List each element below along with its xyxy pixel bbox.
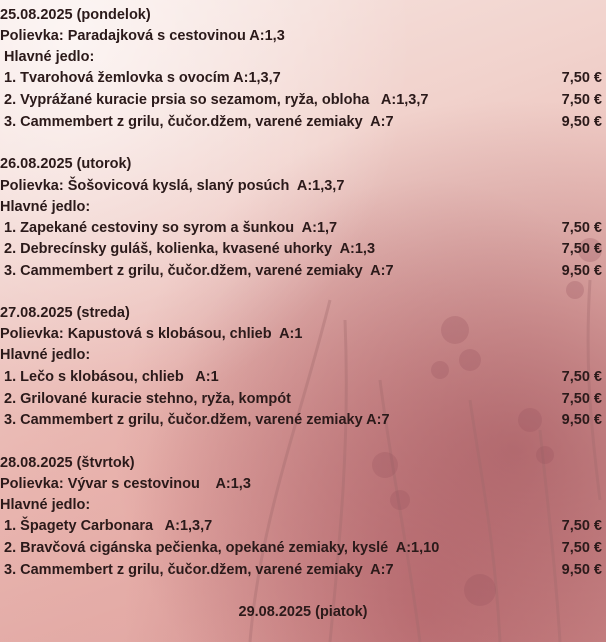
menu-item-price: 9,50 € <box>561 412 602 428</box>
main-dish-label: Hlavné jedlo: <box>0 497 91 513</box>
soup-line: Polievka: Kapustová s klobásou, chlieb A:1 <box>0 326 303 342</box>
menu-item: 1. Tvarohová žemlovka s ovocím A:1,3,7 <box>0 70 281 86</box>
main-dish-label: Hlavné jedlo: <box>0 199 91 215</box>
day-date: 27.08.2025 (streda) <box>0 305 130 321</box>
day-date: 28.08.2025 (štvrtok) <box>0 455 135 471</box>
menu-item-price: 7,50 € <box>561 391 602 407</box>
menu-item: 1. Zapekané cestoviny so syrom a šunkou A:1,7 <box>0 220 338 236</box>
menu-item: 2. Vyprážané kuracie prsia so sezamom, ryža, obloha A:1,3,7 <box>0 92 429 108</box>
menu-item-price: 9,50 € <box>561 263 602 279</box>
menu-item: 3. Cammembert z grilu, čučor.džem, varené zemiaky A:7 <box>0 562 394 578</box>
menu-item: 2. Grilované kuracie stehno, ryža, kompót <box>0 391 291 407</box>
friday-date: 29.08.2025 (piatok) <box>238 604 368 620</box>
soup-line: Polievka: Paradajková s cestovinou A:1,3 <box>0 28 285 44</box>
menu-item-price: 7,50 € <box>561 70 602 86</box>
menu-item: 2. Bravčová cigánska pečienka, opekané zemiaky, kyslé A:1,10 <box>0 540 440 556</box>
menu-item: 3. Cammembert z grilu, čučor.džem, varené zemiaky A:7 <box>0 263 394 279</box>
menu-item: 1. Špagety Carbonara A:1,3,7 <box>0 518 213 534</box>
menu-item-price: 9,50 € <box>561 562 602 578</box>
menu-item-price: 9,50 € <box>561 114 602 130</box>
day-date: 25.08.2025 (pondelok) <box>0 7 151 23</box>
soup-line: Polievka: Šošovicová kyslá, slaný posúch A:1,3,7 <box>0 178 345 194</box>
menu-item-price: 7,50 € <box>561 241 602 257</box>
menu-item-price: 7,50 € <box>561 220 602 236</box>
menu-item: 1. Lečo s klobásou, chlieb A:1 <box>0 369 219 385</box>
main-dish-label: Hlavné jedlo: <box>0 347 91 363</box>
menu-item: 2. Debrecínsky guláš, kolienka, kvasené uhorky A:1,3 <box>0 241 376 257</box>
menu-item-price: 7,50 € <box>561 518 602 534</box>
day-date: 26.08.2025 (utorok) <box>0 156 132 172</box>
menu-item: 3. Cammembert z grilu, čučor.džem, varené zemiaky A:7 <box>0 412 390 428</box>
soup-line: Polievka: Vývar s cestovinou A:1,3 <box>0 476 251 492</box>
menu-item: 3. Cammembert z grilu, čučor.džem, varené zemiaky A:7 <box>0 114 394 130</box>
main-dish-label: Hlavné jedlo: <box>0 49 95 65</box>
menu-item-price: 7,50 € <box>561 369 602 385</box>
menu-item-price: 7,50 € <box>561 540 602 556</box>
menu-item-price: 7,50 € <box>561 92 602 108</box>
